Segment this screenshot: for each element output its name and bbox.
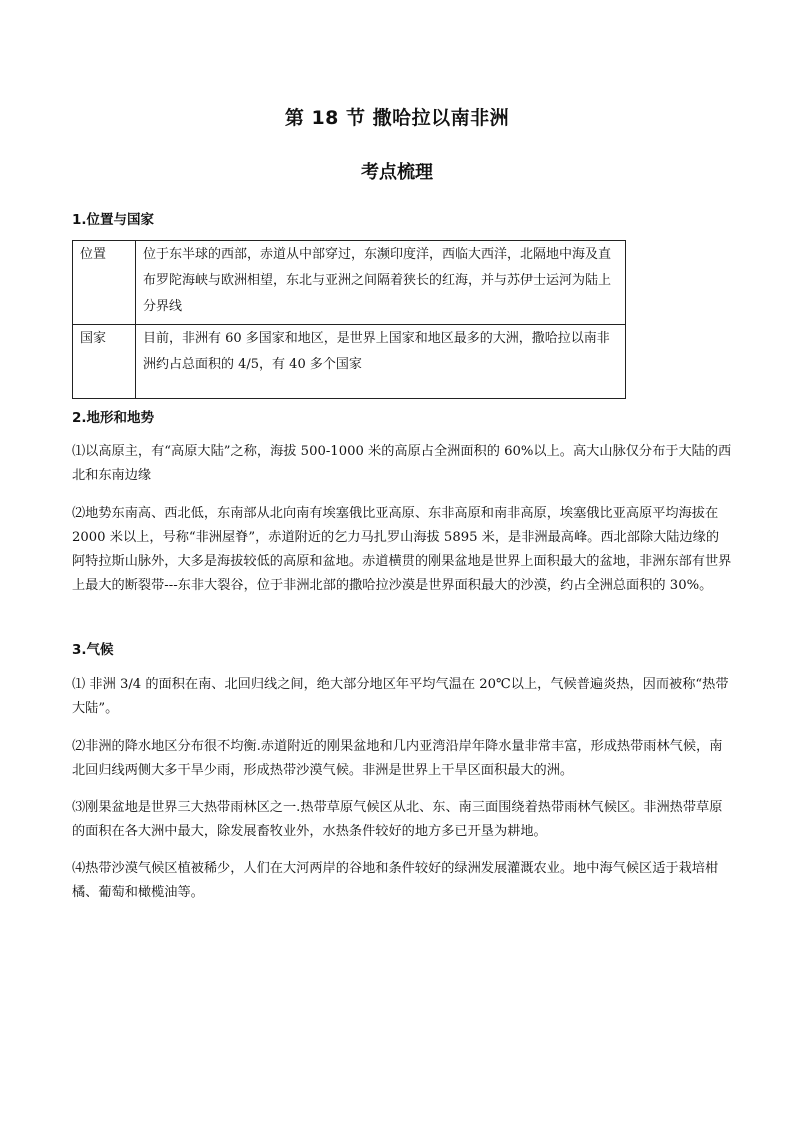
paragraph: ⑴ 非洲 3/4 的面积在南、北回归线之间，绝大部分地区年平均气温在 20℃以上，气候普遍炎热，因而被称“热带大陆”。 [72,677,729,716]
paragraph: ⑶刚果盆地是世界三大热带雨林区之一.热带草原气候区从北、东、南三面围绕着热带雨林气候区。非洲热带草原的面积在各大洲中最大，除发展畜牧业外，水热条件较好的地方多已开垦为耕地。 [72,800,723,839]
paragraph: ⑵非洲的降水地区分布很不均衡.赤道附近的刚果盆地和几内亚湾沿岸年降水量非常丰富，形成热带雨林气候，南北回归线两侧大多干旱少雨，形成热带沙漠气候。非洲是世界上干旱区面积最大的洲。 [72,739,723,778]
paragraph: ⑴以高原主，有“高原大陆”之称，海拔 500-1000 米的高原占全洲面积的 60%以上。高大山脉仅分布于大陆的西北和东南边缘 [72,444,732,483]
section-heading-climate: 3.气候 [72,642,114,658]
page-subtitle: 考点梳理 [361,162,433,183]
table-cell-label: 位置 [73,241,136,325]
paragraph: ⑵地势东南高、西北低，东南部从北向南有埃塞俄比亚高原、东非高原和南非高原，埃塞俄比亚高原平均海拔在 2000 米以上，号称“非洲屋脊”，赤道附近的乞力马扎罗山海拔 5895 米，是非洲最高峰。西北部除大陆边缘的阿特拉斯山脉外，大多是海拔较低的高原和盆地。赤道横贯的刚果盆地是世界上面积最大的盆地，非洲东部有世界上最大的断裂带---东非大裂谷，位于非洲北部的撒哈拉沙漠是世界面积最大的沙漠，约占全洲总面积的 30%。 [72,506,732,593]
table-row [73,241,626,325]
section-heading-location: 1.位置与国家 [72,212,155,228]
page-title: 第 18 节 撒哈拉以南非洲 [284,107,510,129]
table-cell-label: 国家 [73,325,136,399]
table-row [73,325,626,399]
table-cell-text: 目前，非洲有 60 多国家和地区，是世界上国家和地区最多的大洲，撒哈拉以南非洲约占总面积的 4/5，有 40 多个国家 [136,325,626,399]
section-heading-terrain: 2.地形和地势 [72,410,155,426]
paragraph: ⑷热带沙漠气候区植被稀少，人们在大河两岸的谷地和条件较好的绿洲发展灌溉农业。地中海气候区适于栽培柑橘、葡萄和橄榄油等。 [72,861,719,900]
location-country-table [72,240,626,399]
table-cell-text: 位于东半球的西部，赤道从中部穿过，东濒印度洋，西临大西洋，北隔地中海及直布罗陀海峡与欧洲相望，东北与亚洲之间隔着狭长的红海，并与苏伊士运河为陆上分界线 [136,241,626,325]
